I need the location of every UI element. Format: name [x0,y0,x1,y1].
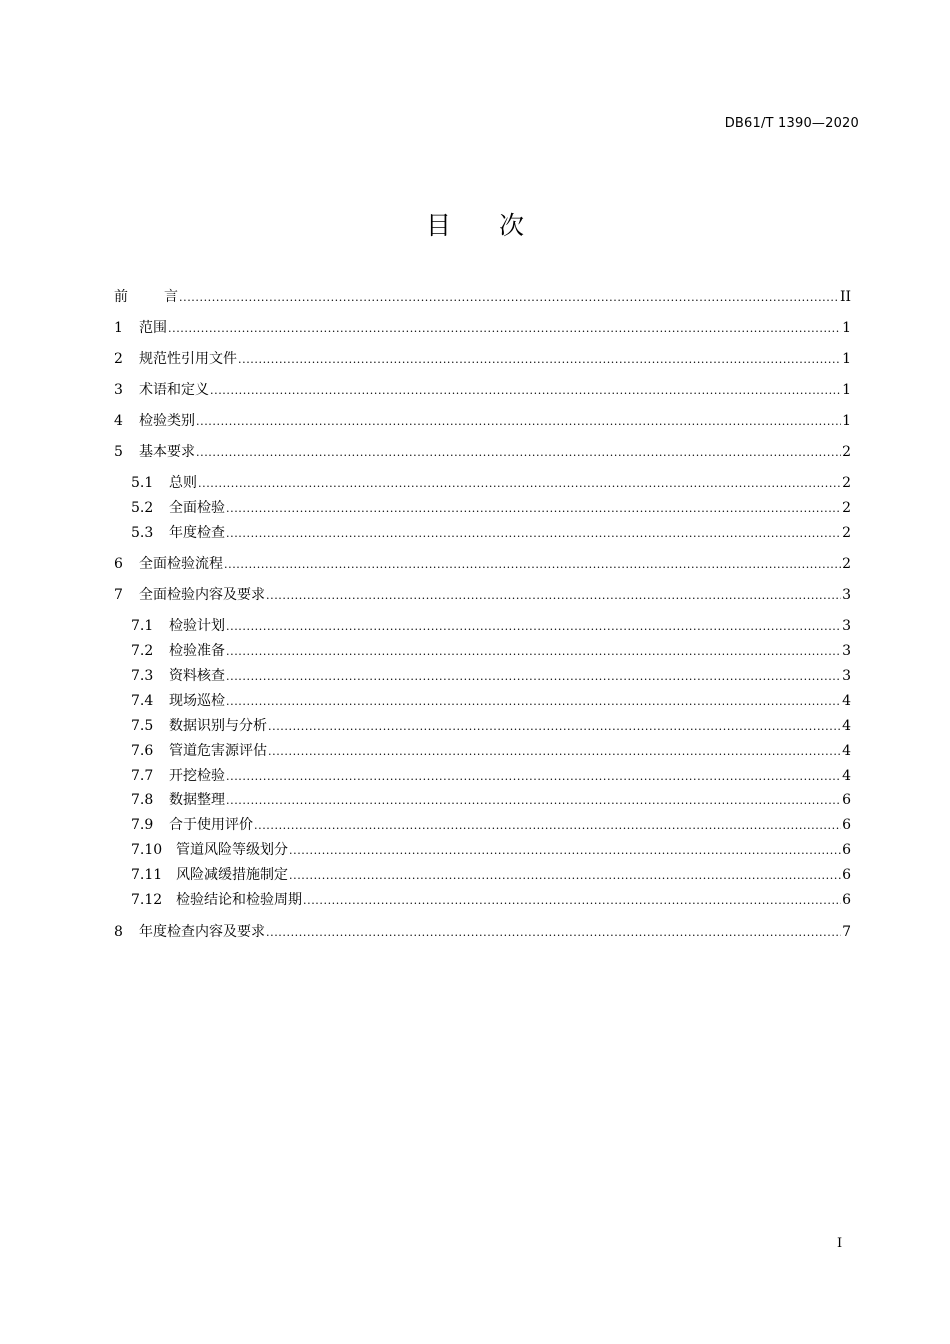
toc-subentry[interactable] [131,766,851,786]
leader-dots [226,667,841,687]
leader-dots [226,692,841,712]
leader-dots [268,742,841,762]
toc-entry-number: 5.3 [131,525,154,541]
toc-entry-number: 7.4 [131,693,154,709]
leader-dots [303,891,841,911]
toc-entry-label: 前 言 [114,289,178,305]
toc-entry-label: 基本要求 [139,444,195,460]
toc-entry[interactable] [114,585,851,605]
toc-entry-page: 4 [842,718,851,734]
toc-subentry[interactable] [131,890,851,910]
leader-dots [224,555,841,575]
leader-dots [226,499,841,519]
toc-entry-label: 现场巡检 [169,693,225,709]
toc-entry-number: 5.1 [131,475,154,491]
toc-subentry[interactable] [131,716,851,736]
toc-subentry[interactable] [131,666,851,686]
toc-subentry[interactable] [131,865,851,885]
leader-dots [268,717,841,737]
toc-entry-number: 7.11 [131,867,163,883]
toc-entry-label: 管道风险等级划分 [176,842,288,858]
leader-dots [179,288,839,308]
toc-entry-page: 2 [842,475,851,491]
toc-subentry[interactable] [131,641,851,661]
toc-entry-page: 6 [842,867,851,883]
toc-entry-page: 3 [842,643,851,659]
toc-entry-page: 6 [842,817,851,833]
toc-entry-page: 1 [842,382,851,398]
toc-entry-number: 7.7 [131,768,154,784]
toc-subentry[interactable] [131,523,851,543]
toc-entry-label: 年度检查内容及要求 [139,924,265,940]
leader-dots [289,841,841,861]
toc-entry[interactable] [114,922,851,942]
toc-entry-label: 总则 [169,475,197,491]
toc-entry-page: 3 [842,587,851,603]
leader-dots [226,642,841,662]
title-char-right: 次 [499,211,525,240]
toc-entry[interactable] [114,380,851,400]
toc-entry-number: 7.2 [131,643,154,659]
leader-dots [226,767,841,787]
leader-dots [238,350,841,370]
toc-entry[interactable] [114,411,851,431]
toc-entry-page: 4 [842,693,851,709]
toc-entry-label: 范围 [139,320,167,336]
toc-entry-page: 7 [842,924,851,940]
toc-entry-label: 检验准备 [169,643,225,659]
toc-entry-label: 术语和定义 [139,382,209,398]
toc-entry-number: 7.6 [131,743,154,759]
toc-entry-number: 7.12 [131,892,163,908]
standard-code: DB61/T 1390—2020 [724,116,859,131]
toc-entry-page: 6 [842,892,851,908]
leader-dots [226,617,841,637]
toc-entry-page: 3 [842,618,851,634]
toc-entry-page: 1 [842,320,851,336]
toc-subentry[interactable] [131,790,851,810]
toc-entry-label: 合于使用评价 [169,817,253,833]
toc-entry-page: 4 [842,743,851,759]
leader-dots [254,816,841,836]
leader-dots [196,412,841,432]
toc-entry-number: 3 [114,382,123,398]
toc-entry-number: 7.5 [131,718,154,734]
toc-entry-number: 7 [114,587,123,603]
toc-entry-number: 6 [114,556,123,572]
toc-entry[interactable] [114,349,851,369]
toc-entry-page: 2 [842,556,851,572]
toc-entry-preface[interactable] [114,287,851,307]
toc-entry[interactable] [114,554,851,574]
toc-entry-number: 7.8 [131,792,154,808]
toc-subentry[interactable] [131,498,851,518]
toc-entry-label: 检验结论和检验周期 [176,892,302,908]
toc-entry-number: 7.9 [131,817,154,833]
page-number: I [837,1236,843,1251]
title-char-left: 目 [425,211,451,240]
toc-entry-label: 数据整理 [169,792,225,808]
leader-dots [196,443,841,463]
leader-dots [266,923,841,943]
toc-entry-label: 全面检验流程 [139,556,223,572]
toc-entry-label: 数据识别与分析 [169,718,267,734]
leader-dots [266,586,841,606]
toc-entry-label: 风险减缓措施制定 [176,867,288,883]
toc-entry-page: 1 [842,351,851,367]
toc-entry[interactable] [114,318,851,338]
toc-entry-page: 2 [842,444,851,460]
toc-entry-label: 资料核查 [169,668,225,684]
toc-subentry[interactable] [131,691,851,711]
page-title [0,206,950,242]
toc-entry-page: 6 [842,842,851,858]
toc-entry-label: 年度检查 [169,525,225,541]
toc-subentry[interactable] [131,616,851,636]
toc-entry-number: 5.2 [131,500,154,516]
leader-dots [289,866,841,886]
toc-subentry[interactable] [131,840,851,860]
toc-subentry[interactable] [131,815,851,835]
toc-entry-label: 管道危害源评估 [169,743,267,759]
toc-entry-page: 1 [842,413,851,429]
toc-entry-number: 8 [114,924,123,940]
toc-entry-number: 4 [114,413,123,429]
toc-entry-page: 3 [842,668,851,684]
toc-entry-page: 6 [842,792,851,808]
toc-entry-number: 7.10 [131,842,163,858]
toc-entry-label: 检验类别 [139,413,195,429]
toc-entry-label: 检验计划 [169,618,225,634]
toc-entry[interactable] [114,442,851,462]
leader-dots [198,474,841,494]
leader-dots [226,524,841,544]
toc-subentry[interactable] [131,473,851,493]
toc-entry-label: 规范性引用文件 [139,351,237,367]
toc-entry-number: 7.3 [131,668,154,684]
toc-entry-page: II [839,289,851,305]
toc-entry-page: 2 [842,500,851,516]
toc-entry-number: 5 [114,444,123,460]
toc-entry-number: 7.1 [131,618,154,634]
toc-entry-label: 开挖检验 [169,768,225,784]
leader-dots [210,381,841,401]
toc-entry-page: 4 [842,768,851,784]
toc-subentry[interactable] [131,741,851,761]
toc-entry-number: 2 [114,351,123,367]
leader-dots [168,319,841,339]
toc-entry-number: 1 [114,320,123,336]
leader-dots [226,791,841,811]
toc-entry-label: 全面检验 [169,500,225,516]
toc-entry-page: 2 [842,525,851,541]
toc-entry-label: 全面检验内容及要求 [139,587,265,603]
